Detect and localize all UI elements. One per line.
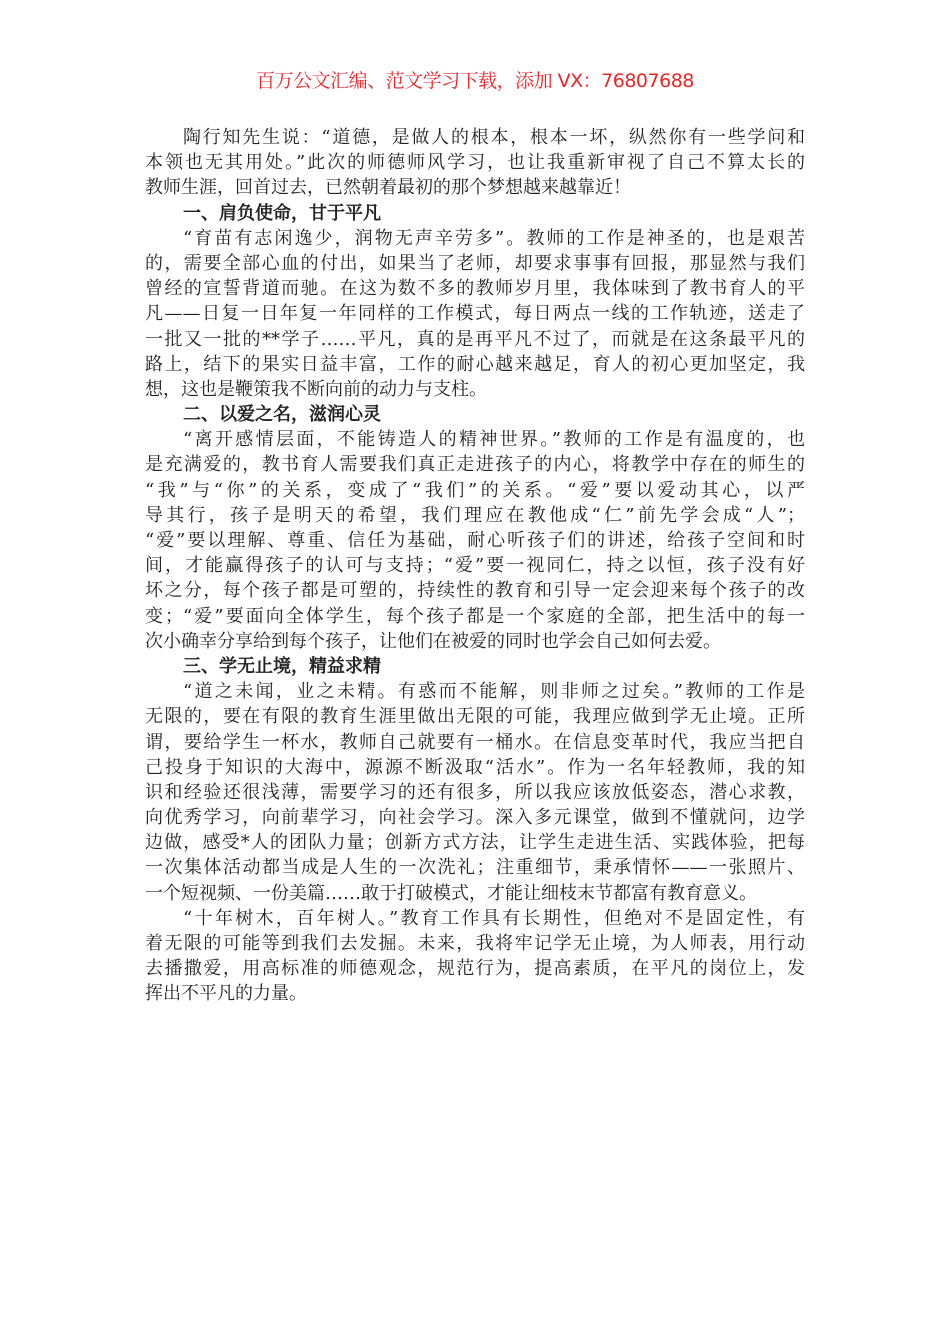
paragraph-line: “我”与“你”的关系，变成了“我们”的关系。“爱”要以爱动其心，以严 (145, 479, 805, 501)
paragraph-line: 本领也无其用处。”此次的师德师风学习，也让我重新审视了自己不算太长的 (145, 152, 805, 174)
paragraph-line: 己投身于知识的大海中，源源不断汲取“活水”。作为一名年轻教师，我的知 (145, 756, 805, 778)
paragraph-line: 间，才能赢得孩子的认可与支持；“爱”要一视同仁，持之以恒，孩子没有好 (145, 555, 805, 577)
section-heading (145, 201, 805, 226)
paragraph-line: 变；“爱”要面向全体学生，每个孩子都是一个家庭的全部，把生活中的每一 (145, 605, 805, 627)
paragraph-line: 识和经验还很浅薄，需要学习的还有很多，所以我应该放低姿态，潜心求教， (145, 781, 805, 803)
paragraph-line: 一批又一批的**学子……平凡，真的是再平凡不过了，而就是在这条最平凡的 (145, 328, 805, 350)
heading-text: 二、以爱之名，滋润心灵 (183, 404, 381, 426)
paragraph-line: 教师生涯，回首过去，已然朝着最初的那个梦想越来越靠近！ (145, 177, 631, 199)
paragraph-line: “十年树木，百年树人。”教育工作具有长期性，但绝对不是固定性，有 (183, 907, 805, 929)
paragraph-line: 着无限的可能等到我们去发掘。未来，我将牢记学无止境，为人师表，用行动 (145, 933, 805, 954)
watermark-header: 百万公文汇编、范文学习下载，添加 VX：76807688 (256, 70, 694, 92)
paragraph-line: 的，需要全部心血的付出，如果当了老师，却要求事事有回报，那显然与我们 (145, 252, 805, 274)
paragraph-line: 想，这也是鞭策我不断向前的动力与支柱。 (145, 378, 487, 400)
paragraph-line: 无限的，要在有限的教育生涯里做出无限的可能，我理应做到学无止境。正所 (145, 706, 805, 728)
paragraph (145, 427, 805, 654)
paragraph-line: 谓，要给学生一杯水，教师自己就要有一桶水。在信息变革时代，我应当把自 (145, 731, 805, 753)
paragraph (145, 679, 805, 906)
paragraph-line: “道之未闻，业之未精。有惑而不能解，则非师之过矣。”教师的工作是 (183, 681, 805, 703)
heading-text: 一、肩负使命，甘于平凡 (183, 202, 381, 224)
paragraph (145, 125, 805, 201)
paragraph-line: “育苗有志闲逸少，润物无声辛劳多”。教师的工作是神圣的，也是艰苦 (183, 227, 805, 249)
heading-text: 三、学无止境，精益求精 (183, 655, 381, 677)
paragraph-line: 一个短视频、一份美篇……敢于打破模式，才能让细枝末节都富有教育意义。 (145, 882, 757, 904)
paragraph-line: 路上，结下的果实日益丰富，工作的耐心越来越足，育人的初心更加坚定，我 (145, 353, 805, 375)
paragraph (145, 226, 805, 402)
paragraph-line: “爱”要以理解、尊重、信任为基础，耐心听孩子们的讲述，给孩子空间和时 (145, 530, 805, 551)
paragraph-line: 挥出不平凡的力量。 (145, 983, 307, 1005)
section-heading (145, 654, 805, 679)
paragraph-line: 导其行，孩子是明天的希望，我们理应在教他成“仁”前先学会成“人”； (145, 504, 805, 526)
paragraph-line: 边做，感受*人的团队力量；创新方式方法，让学生走进生活、实践体验，把每 (145, 832, 805, 854)
document-body (145, 125, 805, 1007)
paragraph-line: 陶行知先生说：“道德，是做人的根本，根本一坏，纵然你有一些学问和 (183, 127, 805, 148)
section-heading (145, 402, 805, 427)
paragraph-line: 是充满爱的，教书育人需要我们真正走进孩子的内心，将教学中存在的师生的 (145, 454, 805, 476)
paragraph-line: 凡——日复一日年复一年同样的工作模式，每日两点一线的工作轨迹，送走了 (145, 303, 805, 325)
paragraph-line: “离开感情层面，不能铸造人的精神世界。”教师的工作是有温度的，也 (183, 429, 805, 451)
paragraph-line: 一次集体活动都当成是人生的一次洗礼；注重细节，秉承情怀——一张照片、 (145, 857, 805, 879)
paragraph-line: 向优秀学习，向前辈学习，向社会学习。深入多元课堂，做到不懂就问，边学 (145, 807, 805, 829)
paragraph-line: 曾经的宣誓背道而驰。在这为数不多的教师岁月里，我体味到了教书育人的平 (145, 278, 805, 300)
paragraph (145, 906, 805, 1007)
paragraph-line: 去播撒爱，用高标准的师德观念，规范行为，提高素质，在平凡的岗位上，发 (145, 958, 805, 980)
paragraph-line: 次小确幸分享给到每个孩子，让他们在被爱的同时也学会自己如何去爱。 (145, 630, 721, 652)
paragraph-line: 坏之分，每个孩子都是可塑的，持续性的教育和引导一定会迎来每个孩子的改 (145, 580, 805, 602)
